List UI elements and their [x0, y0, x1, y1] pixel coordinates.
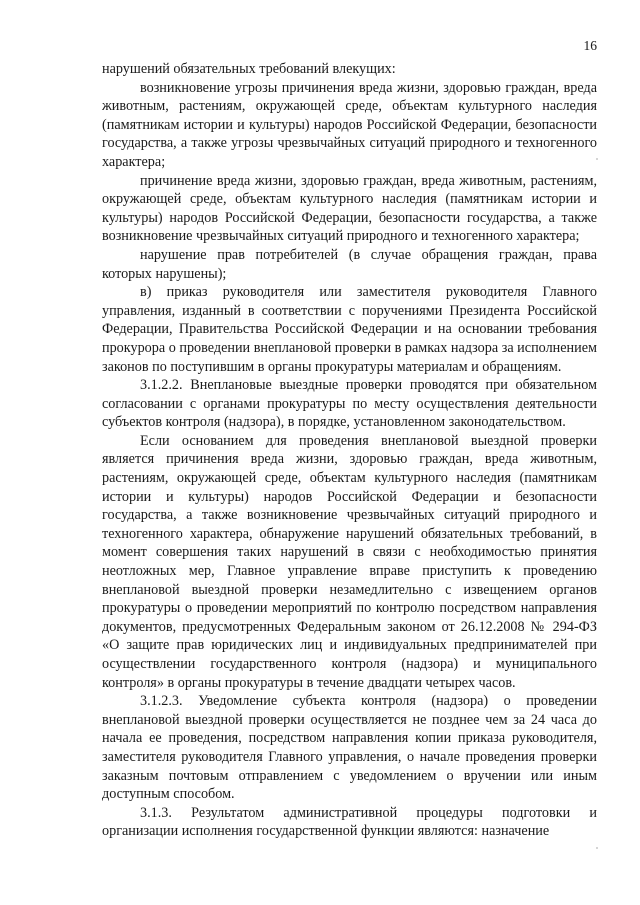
document-body: [102, 60, 597, 841]
paragraph: 3.1.3. Результатом административной процедуры подготовки и организации исполнения государственной функции являются: назначение: [102, 804, 597, 840]
scan-artifact: [596, 158, 598, 160]
paragraph: нарушение прав потребителей (в случае обращения граждан, права которых нарушены);: [102, 246, 597, 282]
scan-artifact: [596, 847, 598, 849]
paragraph: 3.1.2.2. Внеплановые выездные проверки проводятся при обязательном согласовании с органами прокуратуры по месту осуществления деятельности субъектов контроля (надзора), в порядке, установленном законодательством.: [102, 377, 597, 431]
page-number: 16: [583, 38, 597, 53]
paragraph: причинение вреда жизни, здоровью граждан, вреда животным, растениям, окружающей среде, объектам культурного наследия (памятникам истории и культуры) народов Российской Федерации, безопасности государства, а также возникновение чрезвычайных ситуаций природного и техногенного характера;: [102, 172, 597, 245]
paragraph: Если основанием для проведения внеплановой выездной проверки является причинения вреда жизни, здоровью граждан, вреда животным, растениям, окружающей среде, объектам культурного наследия (памятникам истории и культуры) народов Российской Федерации и безопасности государства, а также возникновение чрезвычайных ситуаций природного и техногенного характера, обнаружение нарушений обязательных требований, в момент совершения таких нарушений в связи с необходимостью принятия неотложных мер, Главное управление вправе приступить к проведению внеплановой выездной проверки незамедлительно с извещением органов прокуратуры о проведении мероприятий по контролю посредством направления документов, предусмотренных Федеральным законом от 26.12.2008 № 294-ФЗ «О защите прав юридических лиц и индивидуальных предпринимателей при осуществлении государственного контроля (надзора) и муниципального контроля» в органы прокуратуры в течение двадцати четырех часов.: [102, 432, 597, 691]
paragraph: нарушений обязательных требований влекущих:: [102, 61, 396, 77]
paragraph: в) приказ руководителя или заместителя руководителя Главного управления, изданный в соответствии с поручениями Президента Российской Федерации, Правительства Российской Федерации и на основании требования прокурора о проведении внеплановой проверки в рамках надзора за исполнением законов по поступившим в органы прокуратуры материалам и обращениям.: [102, 284, 597, 375]
paragraph: возникновение угрозы причинения вреда жизни, здоровью граждан, вреда животным, растениям, окружающей среде, объектам культурного наследия (памятникам истории и культуры) народов Российской Федерации, безопасности государства, а также угрозы чрезвычайных ситуаций природного и техногенного характера;: [102, 79, 597, 170]
paragraph: 3.1.2.3. Уведомление субъекта контроля (надзора) о проведении внеплановой выездной проверки осуществляется не позднее чем за 24 часа до начала ее проведения, посредством направления копии приказа руководителя, заместителя руководителя Главного управления, о начале проведения проверки заказным почтовым отправлением с уведомлением о вручении или иным доступным способом.: [102, 693, 597, 803]
